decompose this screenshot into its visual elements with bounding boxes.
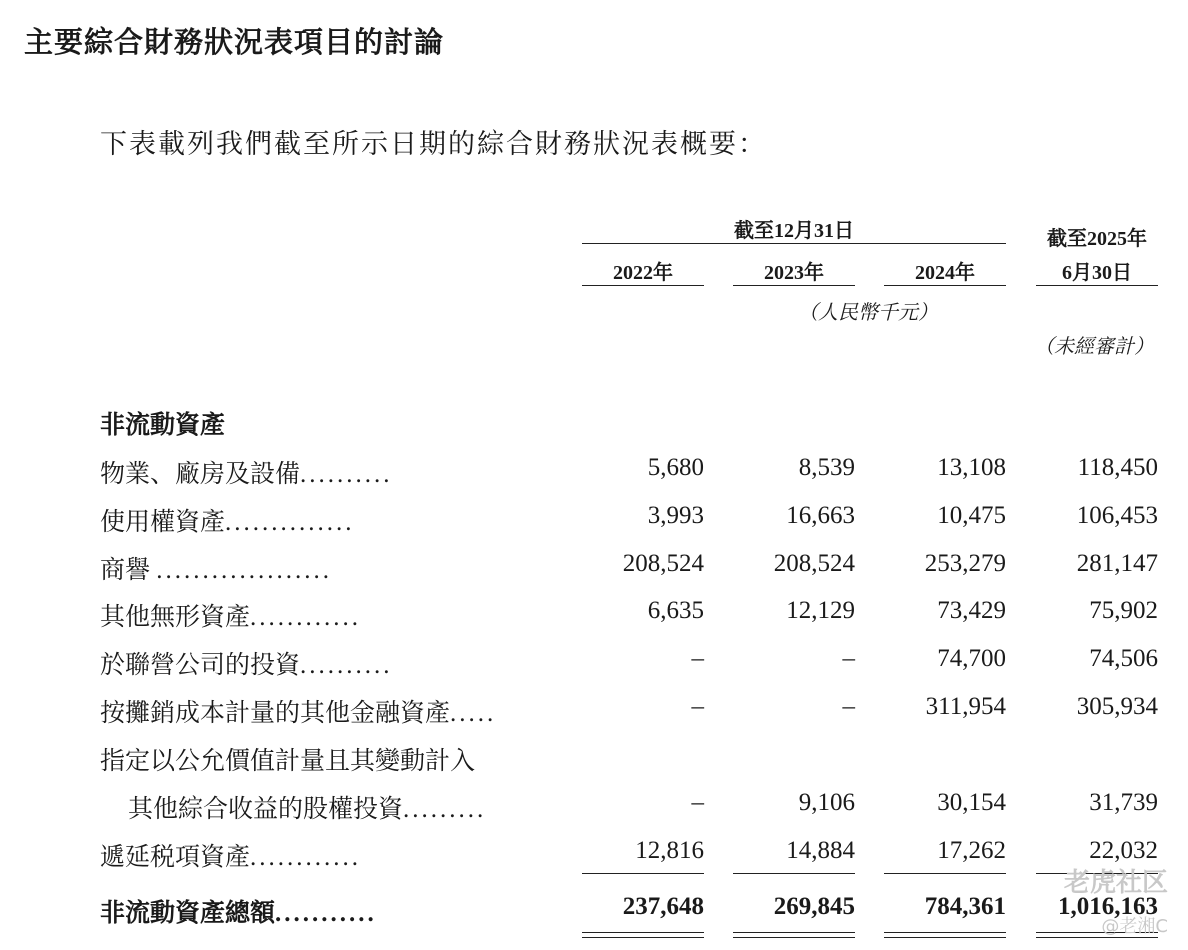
row-value: 8,539 — [798, 454, 855, 481]
row-value: 3,993 — [647, 502, 704, 529]
row-value: 16,663 — [786, 502, 855, 529]
total-label: 非流動資產總額........... — [100, 900, 377, 927]
header-group-rule — [582, 243, 1006, 244]
row-value: 208,524 — [773, 550, 855, 577]
header-rule-2025 — [1036, 285, 1158, 286]
row-label: 指定以公允價值計量且其變動計入 — [100, 748, 476, 775]
row-value: 118,450 — [1077, 454, 1158, 481]
header-year-2024: 2024年 — [915, 262, 975, 284]
row-value: 12,129 — [786, 597, 855, 624]
header-rule-2024 — [884, 285, 1006, 286]
watermark-line2: @老湘C — [1101, 916, 1168, 937]
total-double-rule — [582, 932, 704, 933]
row-value: 12,816 — [635, 837, 704, 864]
intro-paragraph: 下表載列我們截至所示日期的綜合財務狀況表概要： — [100, 129, 767, 159]
row-value: 75,902 — [1089, 597, 1158, 624]
row-label: 使用權資產.............. — [100, 509, 355, 536]
unit-label: （人民幣千元） — [798, 302, 938, 324]
total-double-rule — [884, 932, 1006, 933]
row-value: 311,954 — [925, 693, 1006, 720]
row-label: 其他綜合收益的股權投資......... — [128, 796, 487, 823]
watermark-line1: 老虎社区 — [1063, 868, 1168, 898]
row-value: – — [691, 645, 704, 672]
header-rule-2022 — [582, 285, 704, 286]
total-value: 784,361 — [924, 893, 1006, 920]
row-value: 74,506 — [1089, 645, 1158, 672]
total-double-rule — [884, 937, 1006, 938]
unaudited-label: （未經審計） — [1034, 336, 1154, 358]
header-last-col-line1: 截至2025年 — [1047, 228, 1147, 250]
row-value: 305,934 — [1076, 693, 1158, 720]
row-value: – — [842, 693, 855, 720]
row-label: 商譽 ................... — [100, 557, 333, 584]
row-value: 31,739 — [1089, 789, 1158, 816]
total-double-rule — [733, 937, 855, 938]
total-value: 237,648 — [622, 893, 704, 920]
row-value: 106,453 — [1076, 502, 1158, 529]
total-double-rule — [733, 932, 855, 933]
row-label: 遞延税項資產............ — [100, 844, 362, 871]
row-value: – — [691, 693, 704, 720]
total-value: 1,016,163 — [1058, 893, 1158, 920]
total-double-rule — [582, 937, 704, 938]
header-group-label: 截至12月31日 — [734, 220, 854, 242]
header-year-2022: 2022年 — [613, 262, 673, 284]
row-value: 73,429 — [937, 597, 1006, 624]
subtotal-rule-2024 — [884, 873, 1006, 874]
row-value: 30,154 — [937, 789, 1006, 816]
total-value: 269,845 — [773, 893, 855, 920]
row-value: 9,106 — [798, 789, 855, 816]
row-value: – — [691, 789, 704, 816]
row-label: 其他無形資產............ — [100, 604, 362, 631]
subtotal-rule-2023 — [733, 873, 855, 874]
header-last-col-line2: 6月30日 — [1062, 262, 1132, 284]
row-value: 13,108 — [937, 454, 1006, 481]
page-heading: 主要綜合財務狀況表項目的討論 — [24, 25, 445, 59]
row-value: 14,884 — [786, 837, 855, 864]
row-label: 按攤銷成本計量的其他金融資產..... — [100, 700, 497, 727]
row-value: 6,635 — [647, 597, 704, 624]
row-value: 208,524 — [622, 550, 704, 577]
row-value: 22,032 — [1089, 837, 1158, 864]
row-value: – — [842, 645, 855, 672]
section-title: 非流動資產 — [100, 412, 226, 439]
row-value: 253,279 — [924, 550, 1006, 577]
row-value: 74,700 — [937, 645, 1006, 672]
row-label: 於聯營公司的投資.......... — [100, 652, 393, 679]
row-value: 17,262 — [937, 837, 1006, 864]
header-rule-2023 — [733, 285, 855, 286]
row-value: 281,147 — [1076, 550, 1158, 577]
row-label: 物業、廠房及設備.......... — [100, 461, 393, 488]
subtotal-rule-2022 — [582, 873, 704, 874]
row-value: 10,475 — [937, 502, 1006, 529]
header-year-2023: 2023年 — [764, 262, 824, 284]
row-value: 5,680 — [647, 454, 704, 481]
